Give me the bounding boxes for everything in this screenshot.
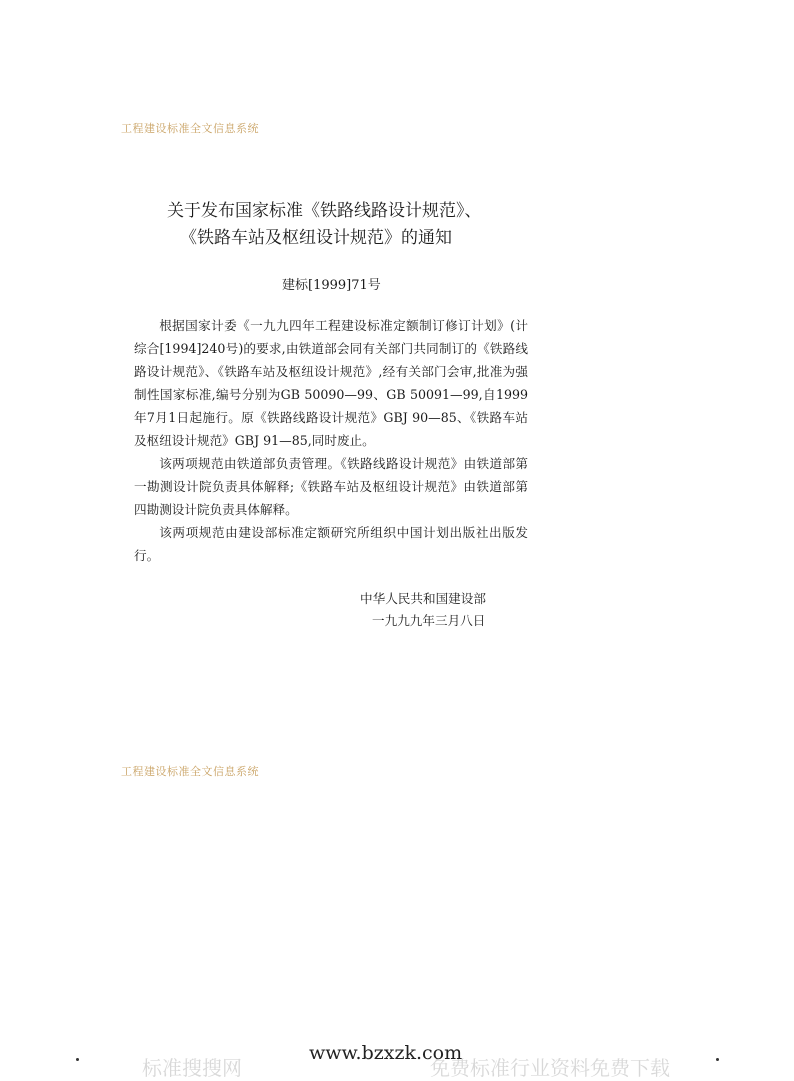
- footer-dot-left: [76, 1058, 79, 1061]
- watermark-top: 工程建设标准全文信息系统: [121, 122, 259, 135]
- footer-dot-right: [716, 1058, 719, 1061]
- paragraph-2: 该两项规范由铁道部负责管理。《铁路线路设计规范》由铁道部第一勘测设计院负责具体解释;《铁路车站及枢纽设计规范》由铁道部第四勘测设计院负责具体解释。: [134, 456, 528, 517]
- signature-organization: 中华人民共和国建设部: [360, 591, 486, 606]
- body-paragraphs: [134, 314, 528, 567]
- watermark-bottom: 工程建设标准全文信息系统: [121, 765, 259, 778]
- footer-faded-right: 免费标准行业资料免费下载: [430, 1056, 670, 1080]
- footer-url-link[interactable]: www.bzxzk.com: [309, 1042, 463, 1064]
- title-line-2: 《铁路车站及枢纽设计规范》的通知: [180, 228, 452, 248]
- document-number: 建标[1999]71号: [282, 278, 381, 293]
- paragraph-1: 根据国家计委《一九九四年工程建设标准定额制订修订计划》(计综合[1994]240号)的要求,由铁道部会同有关部门共同制订的《铁路线路设计规范》、《铁路车站及枢纽设计规范》,经有关部门会审,批准为强制性国家标准,编号分别为GB 50090—99、GB 50091—99,自1999年7月1日起施行。原《铁路线路设计规范》GBJ 90—85、《铁路车站及枢纽设计规范》GBJ 91—85,同时废止。: [134, 318, 528, 448]
- footer-faded-left: 标准搜搜网: [142, 1056, 242, 1080]
- paragraph-3: 该两项规范由建设部标准定额研究所组织中国计划出版社出版发行。: [134, 525, 528, 563]
- signature-date: 一九九九年三月八日: [372, 613, 486, 628]
- title-line-1: 关于发布国家标准《铁路线路设计规范》、: [167, 201, 482, 221]
